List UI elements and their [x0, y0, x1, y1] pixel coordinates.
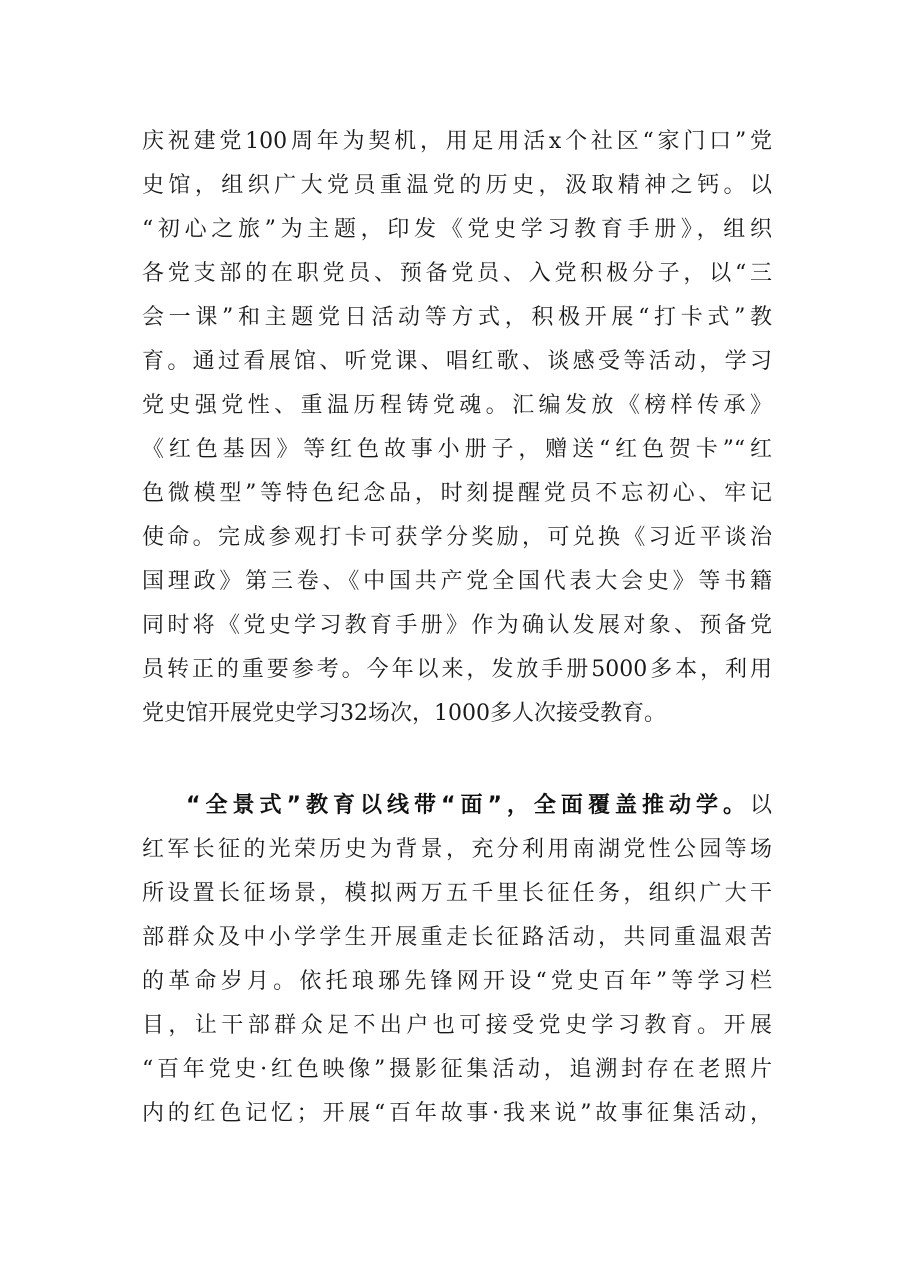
- paragraph-first-line: [142, 784, 772, 828]
- paragraph-line: 目，让干部群众足不出户也可接受党史学习教育。开展: [142, 1013, 772, 1038]
- paragraph-line: 同时将《党史学习教育手册》作为确认发展对象、预备党: [142, 613, 772, 638]
- paragraph-line: “初心之旅”为主题，印发《党史学习教育手册》，组织: [142, 217, 772, 242]
- paragraph-line: 的革命岁月。依托琅琊先锋网开设“党史百年”等学习栏: [142, 969, 772, 994]
- paragraph-line: 红军长征的光荣历史为背景，充分利用南湖党性公园等场: [142, 837, 772, 862]
- paragraph-line: 各党支部的在职党员、预备党员、入党积极分子，以“三: [142, 261, 772, 286]
- paragraph-line: 《红色基因》等红色故事小册子，赠送“红色贺卡”“红: [142, 437, 772, 462]
- paragraph-line: 史馆，组织广大党员重温党的历史，汲取精神之钙。以: [142, 173, 772, 198]
- paragraph-line: 会一课”和主题党日活动等方式，积极开展“打卡式”教: [142, 305, 772, 330]
- paragraph-line: 色微模型”等特色纪念品，时刻提醒党员不忘初心、牢记: [142, 481, 772, 506]
- heading-continuation: 以: [749, 793, 772, 818]
- paragraph-line: 部群众及中小学学生开展重走长征路活动，共同重温艰苦: [142, 925, 772, 950]
- paragraph-line: 庆祝建党100周年为契机，用足用活x个社区“家门口”党: [142, 129, 772, 154]
- paragraph-line: 内的红色记忆；开展“百年故事·我来说”故事征集活动，: [142, 1101, 772, 1126]
- paragraph-line: 使命。完成参观打卡可获学分奖励，可兑换《习近平谈治: [142, 525, 772, 550]
- paragraph-line: 育。通过看展馆、听党课、唱红歌、谈感受等活动，学习: [142, 349, 772, 374]
- section-heading: “全景式”教育以线带“面”，全面覆盖推动学。: [186, 793, 750, 818]
- paragraph-line: 党史馆开展党史学习32场次，1000多人次接受教育。: [142, 701, 666, 726]
- paragraph-line: “百年党史·红色映像”摄影征集活动，追溯封存在老照片: [142, 1057, 772, 1082]
- paragraph-2: [142, 784, 772, 1136]
- paragraph-line: 党史强党性、重温历程铸党魂。汇编发放《榜样传承》: [142, 393, 772, 418]
- paragraph-line: 员转正的重要参考。今年以来，发放手册5000多本，利用: [142, 657, 772, 682]
- paragraph-1: [142, 120, 772, 736]
- paragraph-line: 国理政》第三卷、《中国共产党全国代表大会史》等书籍: [142, 569, 772, 594]
- paragraph-line: 所设置长征场景，模拟两万五千里长征任务，组织广大干: [142, 881, 772, 906]
